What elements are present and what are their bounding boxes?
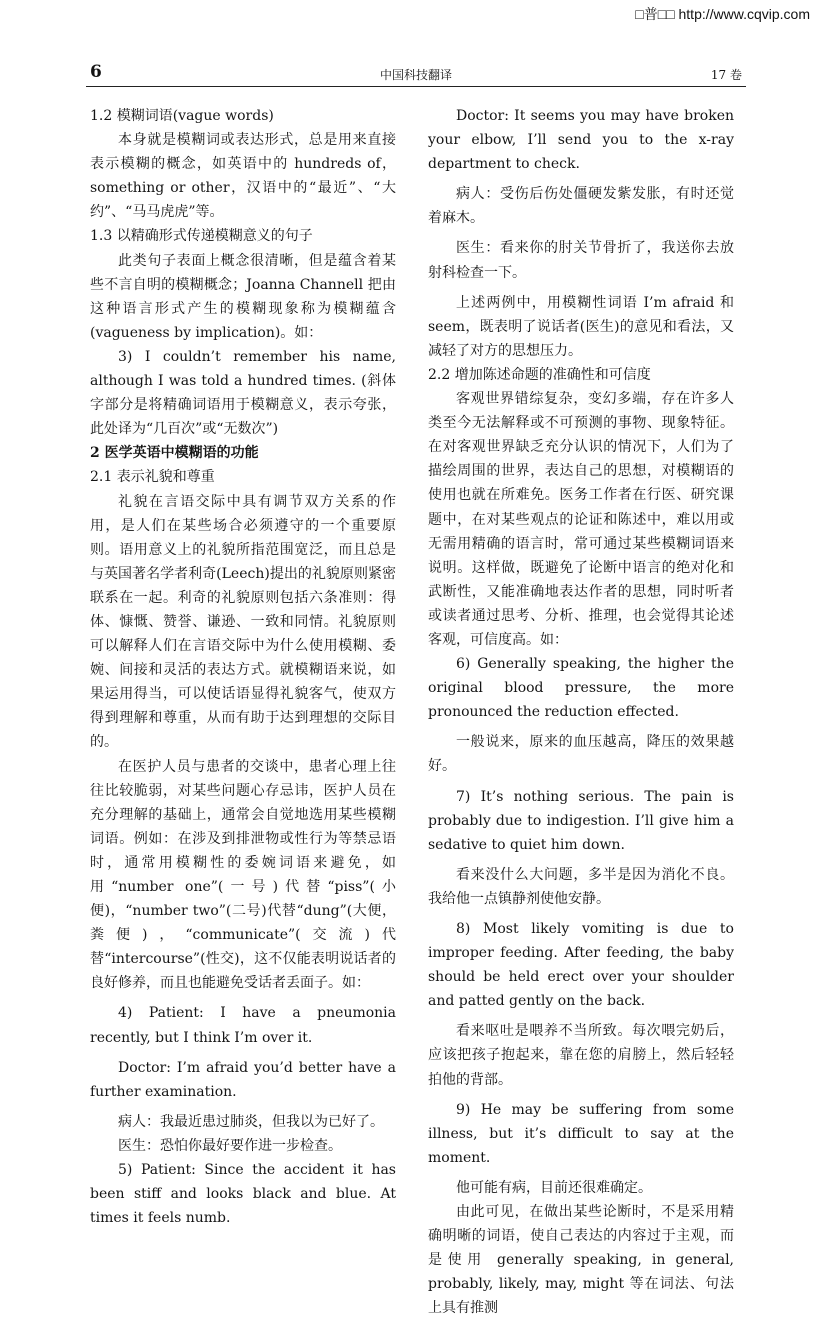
paragraph: 看来呕吐是喂养不当所致。每次喂完奶后，应该把孩子抱起来，靠在您的肩膀上，然后轻轻拍他的背部。 — [428, 1023, 734, 1088]
paragraph: Doctor: It seems you may have broken your elbow, I’ll send you to the x-ray department to check. — [428, 108, 734, 173]
paragraph: 此类句子表面上概念很清晰，但是蕴含着某些不言自明的模糊概念；Joanna Channell 把由这种语言形式产生的模糊现象称为模糊蕴含(vagueness by implication)。如： — [90, 252, 396, 341]
paragraph: 6) Generally speaking, the higher the original blood pressure, the more pronounced the reduction effected. — [428, 656, 734, 721]
watermark-text: □普□□ http://www.cqvip.com — [635, 6, 810, 22]
paragraph: 8) Most likely vomiting is due to improper feeding. After feeding, the baby should be held erect over your shoulder and patted gently on the back. — [428, 921, 734, 1010]
running-header — [86, 62, 746, 87]
paragraph: 看来没什么大问题，多半是因为消化不良。我给他一点镇静剂使他安静。 — [428, 866, 734, 907]
section-heading: 1.3 以精确形式传递模糊意义的句子 — [90, 228, 313, 245]
section-heading: 2.1 表示礼貌和尊重 — [90, 469, 215, 486]
paragraph: 3) I couldn’t remember his name, although I was told a hundred times. (斜体字部分是将精确词语用于模糊意义，表示夸张，此处译为“几百次”或“无数次”) — [90, 348, 396, 438]
paragraph: 他可能有病，目前还很难确定。 — [456, 1179, 652, 1196]
paragraph: 上述两例中，用模糊性词语 I’m afraid 和 seem，既表明了说话者(医生)的意见和看法，又减轻了对方的思想压力。 — [428, 294, 734, 359]
paragraph: 9) He may be suffering from some illness, but it’s difficult to say at the moment. — [428, 1101, 734, 1166]
paragraph: 医生：恐怕你最好要作进一步检查。 — [118, 1137, 342, 1154]
paragraph: 7) It’s nothing serious. The pain is probably due to indigestion. I’ll give him a sedative to quiet him down. — [428, 788, 734, 853]
volume-label: 17 卷 — [710, 68, 742, 82]
section-heading: 2 医学英语中模糊语的功能 — [90, 445, 259, 462]
paragraph: 病人：受伤后伤处僵硬发紫发胀，有时还觉着麻木。 — [428, 186, 734, 227]
paragraph: 本身就是模糊词或表达形式，总是用来直接表示模糊的概念，如英语中的 hundreds of，something or other，汉语中的“最近”、“大约”、“马马虎虎”等。 — [90, 132, 396, 221]
paragraph: 礼貌在言语交际中具有调节双方关系的作用，是人们在某些场合必须遵守的一个重要原则。语用意义上的礼貌所指范围宽泛，而且总是与英国著名学者利奇(Leech)提出的礼貌原则紧密联系在一起。利奇的礼貌原则包括六条准则：得体、慷慨、赞誉、谦逊、一致和同情。礼貌原则可以解释人们在言语交际中为什么使用模糊、委婉、间接和灵活的表达方式。就模糊语来说，如果运用得当，可以使话语显得礼貌客气，使双方得到理解和尊重，从而有助于达到理想的交际目的。 — [90, 493, 396, 751]
paragraph: 一般说来，原来的血压越高，降压的效果越好。 — [428, 734, 734, 775]
section-heading: 2.2 增加陈述命题的准确性和可信度 — [428, 366, 651, 383]
paragraph: 5) Patient: Since the accident it has been stiff and looks black and blue. At times it feels numb. — [90, 1162, 396, 1227]
page-number: 6 — [90, 62, 102, 82]
paragraph: 4) Patient: I have a pneumonia recently, but I think I’m over it. — [90, 1005, 396, 1046]
journal-title: 中国科技翻译 — [379, 68, 452, 82]
paragraph: 医生：看来你的肘关节骨折了，我送你去放射科检查一下。 — [428, 240, 734, 281]
paragraph: 由此可见，在做出某些论断时，不是采用精确明晰的词语，使自己表达的内容过于主观，而是使用 generally speaking, in general, probably, likely, may, might 等在词法、句法上具有推测 — [428, 1204, 734, 1317]
paragraph: Doctor: I’m afraid you’d better have a further examination. — [90, 1059, 396, 1100]
paragraph: 病人：我最近患过肺炎，但我以为已好了。 — [118, 1113, 384, 1130]
section-heading: 1.2 模糊词语(vague words) — [90, 108, 274, 124]
left-column — [90, 104, 396, 1230]
paragraph: 客观世界错综复杂，变幻多端，存在许多人类至今无法解释或不可预测的事物、现象特征。在对客观世界缺乏充分认识的情况下，人们为了描绘周围的世界，表达自己的思想，对模糊语的使用也就在所难免。医务工作者在行医、研究课题中，在对某些观点的论证和陈述中，难以用或无需用精确的语言时，常可通过某些模糊词语来说明。这样做，既避免了论断中语言的绝对化和武断性，又能准确地表达作者的思想，同时听者或读者通过思考、分析、推理，也会觉得其论述客观，可信度高。如： — [428, 391, 734, 648]
right-column — [428, 104, 734, 1321]
paragraph: 在医护人员与患者的交谈中，患者心理上往往比较脆弱，对某些问题心存忌讳，医护人员在充分理解的基础上，通常会自觉地选用某些模糊词语。例如：在涉及到排泄物或性行为等禁忌语时，通常用模糊性的委婉词语来避免，如用“number one”(一号)代替“piss”(小便)，“number two”(二号)代替“dung”(大便，粪便)，“communicate”(交流)代替“intercourse”(性交)，这不仅能表明说话者的良好修养，而且也能避免受话者丢面子。如： — [90, 758, 396, 992]
